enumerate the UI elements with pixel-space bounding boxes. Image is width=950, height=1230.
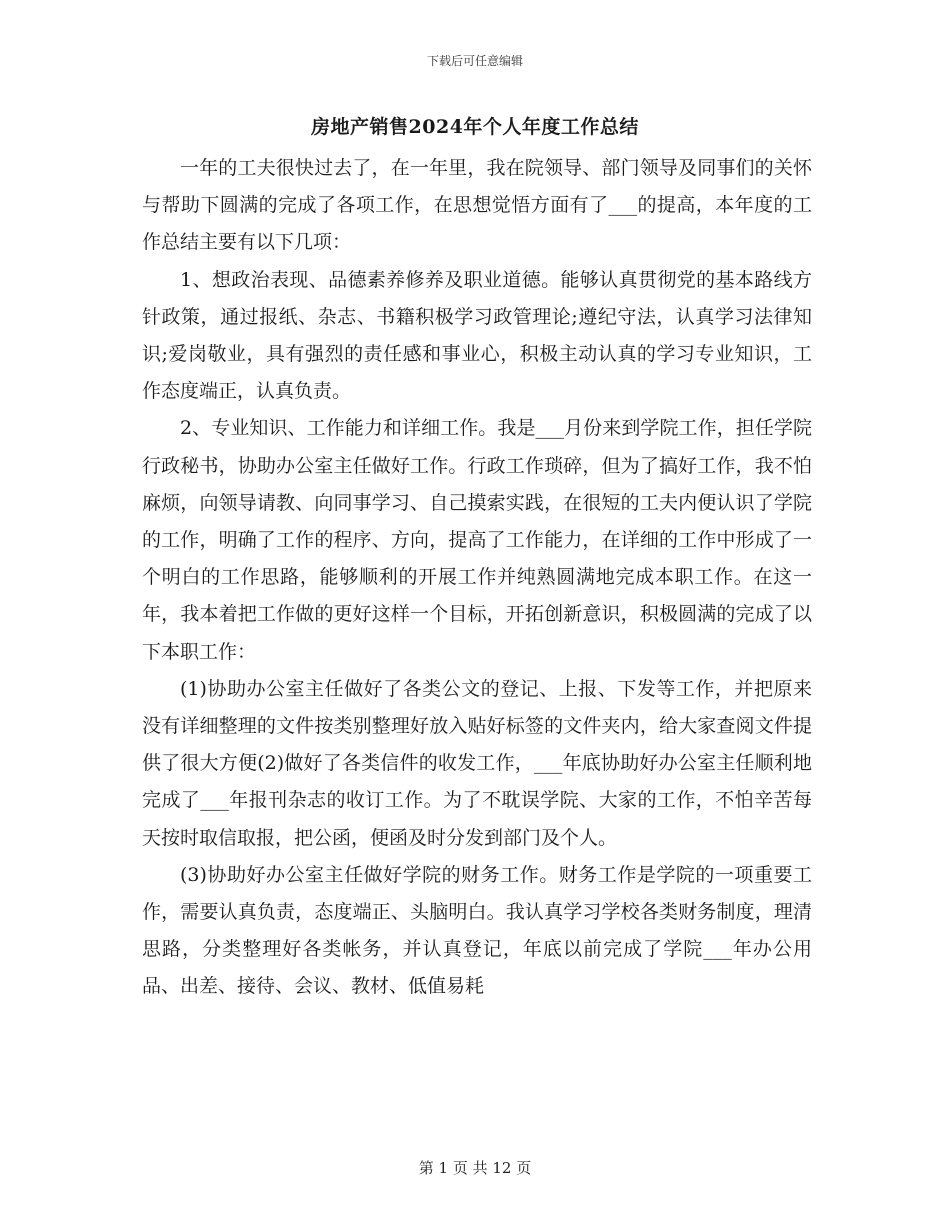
document-title: 房地产销售2024年个人年度工作总结 <box>311 116 639 138</box>
header-note: 下载后可任意编辑 <box>426 54 523 68</box>
paragraph-subitem-3: (3)协助好办公室主任做好学院的财务工作。财务工作是学院的一项重要工作，需要认真负责，态度端正、头脑明白。我认真学习学校各类财务制度，理清思路，分类整理好各类帐务，并认真登记，年底以前完成了学院___年办公用品、出差、接待、会议、教材、低值易耗 <box>142 863 812 998</box>
paragraph-item-1: 1、想政治表现、品德素养修养及职业道德。能够认真贯彻党的基本路线方针政策，通过报纸、杂志、书籍积极学习政管理论;遵纪守法，认真学习法律知识;爱岗敬业，具有强烈的责任感和事业心，积极主动认真的学习专业知识，工作态度端正，认真负责。 <box>142 268 812 403</box>
paragraph-intro: 一年的工夫很快过去了，在一年里，我在院领导、部门领导及同事们的关怀与帮助下圆满的完成了各项工作，在思想觉悟方面有了___的提高，本年度的工作总结主要有以下几项： <box>142 157 812 254</box>
paragraph-item-2: 2、专业知识、工作能力和详细工作。我是___月份来到学院工作，担任学院行政秘书，协助办公室主任做好工作。行政工作琐碎，但为了搞好工作，我不怕麻烦，向领导请教、向同事学习、自己摸索实践，在很短的工夫内便认识了学院的工作，明确了工作的程序、方向，提高了工作能力，在详细的工作中形成了一个明白的工作思路，能够顺利的开展工作并纯熟圆满地完成本职工作。在这一年，我本着把工作做的更好这样一个目标，开拓创新意识，积极圆满的完成了以下本职工作： <box>142 417 812 663</box>
paragraph-subitem-1-2: (1)协助办公室主任做好了各类公文的登记、上报、下发等工作，并把原来没有详细整理的文件按类别整理好放入贴好标签的文件夹内，给大家查阅文件提供了很大方便(2)做好了各类信件的收发工作，___年底协助好办公室主任顺利地完成了___年报刊杂志的收订工作。为了不耽误学院、大家的工作，不怕辛苦每天按时取信取报，把公函，便函及时分发到部门及个人。 <box>142 677 812 849</box>
page-footer: 第 1 页 共 12 页 <box>418 1159 532 1177</box>
document-body <box>142 150 812 1006</box>
